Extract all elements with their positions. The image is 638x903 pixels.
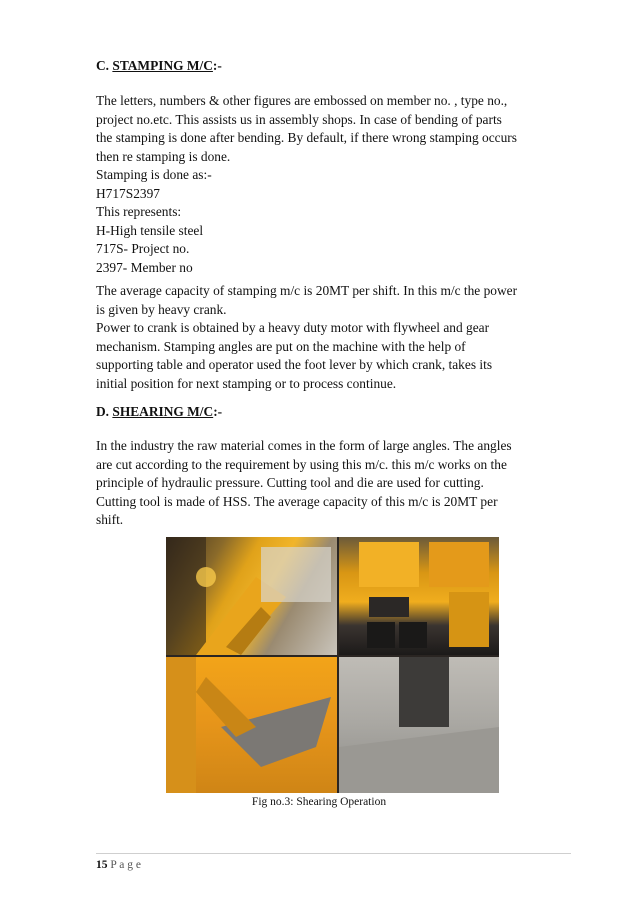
text-line: initial position for next stamping or to process continue. (96, 375, 397, 391)
photo-shearing-machine-top-right (339, 537, 499, 655)
section-d-title: SHEARING M/C (112, 404, 214, 419)
text-line: The letters, numbers & other figures are embossed on member no. , type no., (96, 93, 508, 108)
photo-cutting-tool-bottom-left (166, 657, 337, 793)
page-number: 15 (96, 859, 108, 871)
page-footer (96, 859, 141, 871)
photo-angle-cutting-bottom-right (339, 657, 499, 793)
text-line: principle of hydraulic pressure. Cutting tool and die are used for cutting. (96, 475, 484, 490)
text-line: H717S2397 (96, 185, 160, 201)
text-line: shift. (96, 512, 124, 527)
text-line: 717S- Project no. (96, 241, 190, 256)
section-c-paragraph-2 (96, 282, 586, 393)
text-line: Stamping is done as:- (96, 167, 212, 182)
section-c-title: STAMPING M/C (112, 58, 213, 73)
shearing-operation-figure (166, 537, 499, 793)
text-line: mechanism. Stamping angles are put on the machine with the help of (96, 338, 466, 354)
text-line: are cut according to the requirement by using this m/c. this m/c works on the (96, 456, 507, 472)
section-d-suffix: :- (213, 404, 223, 419)
footer-divider (96, 853, 571, 854)
section-c-heading (96, 58, 222, 74)
section-c-prefix: C. (96, 58, 113, 73)
photo-shearing-machine-top-left (166, 537, 337, 655)
text-line: Cutting tool is made of HSS. The average capacity of this m/c is 20MT per (96, 493, 498, 509)
section-c-body (96, 92, 586, 277)
figure-caption: Fig no.3: Shearing Operation (251, 796, 387, 808)
text-line: H-High tensile steel (96, 222, 204, 238)
text-line: The average capacity of stamping m/c is 20MT per shift. In this m/c the power (96, 283, 518, 298)
section-d-body (96, 437, 586, 530)
text-line: supporting table and operator used the foot lever by which crank, takes its (96, 357, 493, 372)
section-c-suffix: :- (212, 58, 222, 73)
text-line: Power to crank is obtained by a heavy duty motor with flywheel and gear (96, 320, 490, 335)
text-line: then re stamping is done. (96, 148, 231, 164)
text-line: the stamping is done after bending. By default, if there wrong stamping occurs (96, 130, 517, 145)
text-line: is given by heavy crank. (96, 301, 227, 317)
text-line: 2397- Member no (96, 259, 193, 275)
section-d-heading (96, 404, 222, 420)
section-d-prefix: D. (96, 404, 113, 419)
text-line: This represents: (96, 204, 182, 219)
text-line: In the industry the raw material comes in the form of large angles. The angles (96, 438, 512, 453)
text-line: project no.etc. This assists us in assembly shops. In case of bending of parts (96, 111, 502, 127)
page-label: P a g e (107, 859, 141, 871)
